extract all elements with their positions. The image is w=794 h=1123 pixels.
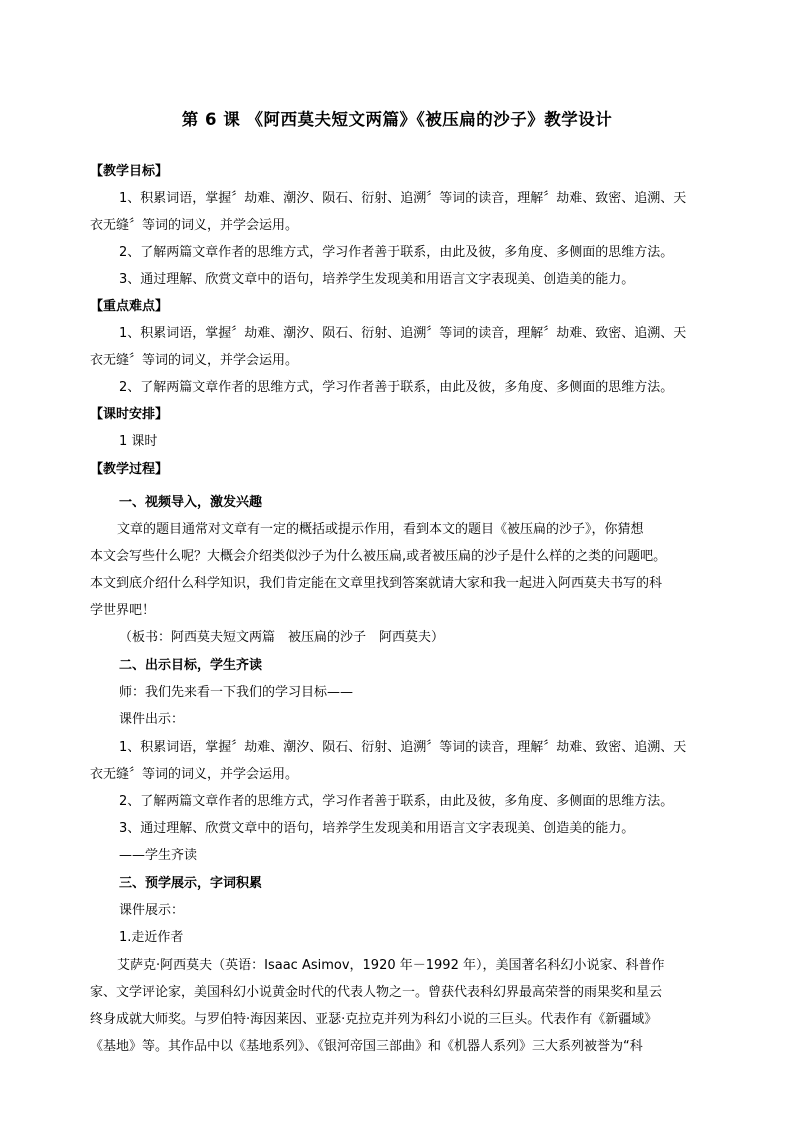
keypoints-line: 1、积累词语，掌握〞劫难、潮汐、陨石、衍射、追溯〞等词的读音，理解〞劫难、致密、追溯、天: [119, 326, 687, 341]
step2-goal-line: 2、了解两篇文章作者的思维方式，学习作者善于联系，由此及彼，多角度、多侧面的思维方法。: [119, 794, 674, 809]
courseware-display: 课件展示：: [119, 903, 185, 918]
keypoints-line: 2、了解两篇文章作者的思维方式，学习作者善于联系，由此及彼，多角度、多侧面的思维方法。: [119, 380, 674, 395]
step2-goal-line: 3、通过理解、欣赏文章中的语句，培养学生发现美和用语言文字表现美、创造美的能力。: [119, 821, 635, 836]
step1-paragraph-line: 本文会写些什么呢？大概会介绍类似沙子为什么被压扁,或者被压扁的沙子是什么样的之类的问题吧。: [90, 549, 667, 564]
goals-line: 衣无缝〞等词的词义，并学会运用。: [90, 218, 299, 233]
author-paragraph-line: 终身成就大师奖。与罗伯特·海因莱因、亚瑟·克拉克并列为科幻小说的三巨头。代表作有《新疆域》: [90, 1012, 658, 1027]
goals-line: 3、通过理解、欣赏文章中的语句，培养学生发现美和用语言文字表现美、创造美的能力。: [119, 272, 635, 287]
read-together: ——学生齐读: [119, 848, 198, 863]
keypoints-line: 衣无缝〞等词的词义，并学会运用。: [90, 353, 299, 368]
step2-goal-line: 1、积累词语，掌握〞劫难、潮汐、陨石、衍射、追溯〞等词的读音，理解〞劫难、致密、追溯、天: [119, 740, 687, 755]
goals-line: 1、积累词语，掌握〞劫难、潮汐、陨石、衍射、追溯〞等词的读音，理解〞劫难、致密、追溯、天: [119, 191, 687, 206]
author-paragraph-line: 家、文学评论家，美国科幻小说黄金时代的代表人物之一。曾获代表科幻界最高荣誉的雨果奖和星云: [90, 985, 663, 1000]
schedule-text: 1 课时: [119, 434, 158, 449]
step1-paragraph-line: 文章的题目通常对文章有一定的概括或提示作用，看到本文的题目《被压扁的沙子》，你猜想: [117, 522, 644, 537]
author-heading: 1.走近作者: [119, 930, 184, 945]
goals-heading: 【教学目标】: [90, 164, 169, 179]
board-note: （板书：阿西莫夫短文两篇 被压扁的沙子 阿西莫夫）: [119, 630, 445, 645]
courseware-show: 课件出示：: [119, 712, 185, 727]
document-title: 第 6 课 《阿西莫夫短文两篇》《被压扁的沙子》教学设计: [181, 110, 613, 129]
schedule-heading: 【课时安排】: [90, 407, 169, 422]
step1-paragraph-line: 本文到底介绍什么科学知识，我们肯定能在文章里找到答案就请大家和我一起进入阿西莫夫书写的科: [90, 576, 663, 591]
step1-title: 一、视频导入，激发兴趣: [119, 495, 263, 510]
teacher-line: 师：我们先来看一下我们的学习目标——: [119, 685, 354, 700]
step3-title: 三、预学展示，字词积累: [119, 876, 263, 891]
process-heading: 【教学过程】: [90, 462, 169, 477]
step2-title: 二、出示目标，学生齐读: [119, 658, 263, 673]
author-paragraph-line: 艾萨克·阿西莫夫（英语：Isaac Asimov，1920 年－1992 年），美国著名科幻小说家、科普作: [117, 958, 665, 973]
step2-goal-line: 衣无缝〞等词的词义，并学会运用。: [90, 767, 299, 782]
keypoints-heading: 【重点难点】: [90, 299, 169, 314]
author-paragraph-line: 《基地》等。其作品中以《基地系列》、《银河帝国三部曲》和《机器人系列》三大系列被誉为“科: [90, 1039, 643, 1054]
goals-line: 2、了解两篇文章作者的思维方式，学习作者善于联系，由此及彼，多角度、多侧面的思维方法。: [119, 245, 674, 260]
step1-paragraph-line: 学世界吧！: [90, 603, 156, 618]
